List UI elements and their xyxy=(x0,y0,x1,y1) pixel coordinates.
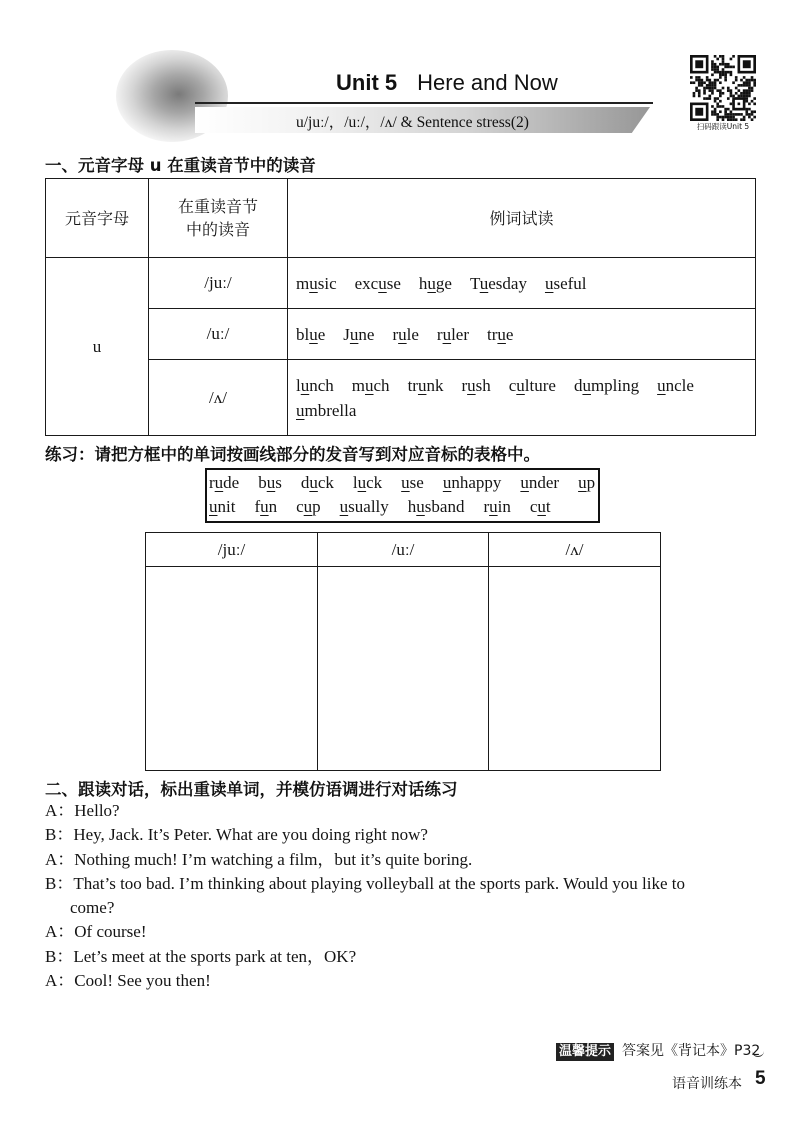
qr-module xyxy=(708,89,711,92)
qr-module xyxy=(698,92,701,95)
qr-module xyxy=(722,55,725,58)
qr-module xyxy=(730,92,733,95)
unit-title xyxy=(336,70,558,96)
qr-module xyxy=(743,95,746,98)
word: music xyxy=(296,273,337,293)
qr-module xyxy=(727,66,730,69)
decorative-swoosh xyxy=(752,1050,764,1057)
dialogue-text: come? xyxy=(70,898,115,918)
word: bus xyxy=(258,473,282,492)
example-word-list xyxy=(296,272,729,295)
speaker: A： xyxy=(45,801,75,820)
qr-module xyxy=(751,89,754,92)
qr-module xyxy=(730,89,733,92)
word: fun xyxy=(254,497,278,516)
header-stressed-sound xyxy=(149,179,288,258)
qr-module xyxy=(748,116,751,119)
qr-module xyxy=(732,55,735,58)
word: husband xyxy=(407,497,465,516)
qr-module xyxy=(706,97,709,100)
qr-module xyxy=(748,79,751,82)
qr-module xyxy=(745,100,748,103)
dialogue-text: Hello? xyxy=(74,801,120,820)
qr-module xyxy=(738,113,741,116)
qr-module xyxy=(724,73,727,76)
speaker: A： xyxy=(45,849,75,869)
qr-module xyxy=(722,60,725,63)
qr-module xyxy=(716,113,719,116)
qr-module xyxy=(724,66,727,69)
page-number: 5 xyxy=(755,1068,766,1089)
example-word-list xyxy=(296,323,729,346)
word: dumpling xyxy=(573,375,640,395)
qr-module xyxy=(711,60,714,63)
table-row xyxy=(46,258,756,309)
qr-module xyxy=(714,79,717,82)
qr-module xyxy=(724,113,727,116)
qr-module xyxy=(730,113,733,116)
answer-table xyxy=(145,532,661,771)
word: June xyxy=(343,324,375,344)
word: up xyxy=(578,473,596,492)
qr-module xyxy=(745,89,748,92)
examples-cell xyxy=(288,360,756,436)
answer-cell-uu xyxy=(318,567,489,771)
qr-module xyxy=(716,58,719,61)
qr-module xyxy=(727,87,730,90)
qr-module xyxy=(748,89,751,92)
qr-module xyxy=(735,113,738,116)
dialogue-text: Nothing much! I’m watching a film，but it’s quite boring. xyxy=(74,849,473,869)
qr-module xyxy=(714,68,717,71)
qr-module xyxy=(740,113,743,116)
qr-module xyxy=(722,71,725,74)
qr-module xyxy=(753,116,756,119)
qr-module xyxy=(714,84,717,87)
word: useful xyxy=(544,273,587,293)
dialogue-text: That’s too bad. I’m thinking about playing volleyball at the sports park. Would you like to xyxy=(73,873,685,893)
qr-module xyxy=(701,84,704,87)
qr-module xyxy=(722,92,725,95)
qr-module xyxy=(727,113,730,116)
qr-module xyxy=(714,108,717,111)
qr-module xyxy=(714,66,717,69)
qr-module xyxy=(714,110,717,113)
qr-module xyxy=(695,87,698,90)
qr-module xyxy=(753,103,756,106)
word: under xyxy=(520,473,560,492)
qr-module xyxy=(708,79,711,82)
qr-module xyxy=(727,108,730,111)
section-one-heading: 一、元音字母 u 在重读音节中的读音 xyxy=(45,156,316,175)
tip-badge: 温馨提示 xyxy=(556,1043,614,1061)
table-header-row xyxy=(46,179,756,258)
qr-module xyxy=(698,81,701,84)
word: huge xyxy=(418,273,452,293)
answer-header-uu: /uː/ xyxy=(318,533,489,567)
qr-module xyxy=(743,116,746,119)
word: ruler xyxy=(436,324,470,344)
table-row xyxy=(46,360,756,436)
word: duck xyxy=(300,473,334,492)
exercise-instruction: 练习：请把方框中的单词按画线部分的发音写到对应音标的表格中。 xyxy=(45,445,540,464)
qr-module xyxy=(738,103,741,106)
example-word-list xyxy=(296,374,729,422)
qr-module xyxy=(695,108,703,116)
qr-module xyxy=(706,79,709,82)
qr-module xyxy=(708,81,711,84)
header-stressed-sound-line: 中的读音 xyxy=(185,220,250,239)
word-box-line xyxy=(209,495,595,519)
unit-name: Here and Now xyxy=(417,70,558,95)
qr-module xyxy=(711,92,714,95)
qr-module xyxy=(722,73,725,76)
qr-module xyxy=(740,95,743,98)
word: umbrella xyxy=(296,400,357,420)
qr-module xyxy=(724,63,727,66)
qr-module xyxy=(695,76,698,79)
qr-module xyxy=(753,84,756,87)
qr-module xyxy=(743,81,746,84)
qr-module xyxy=(748,81,751,84)
qr-module xyxy=(751,76,754,79)
qr-module xyxy=(714,113,717,116)
qr-module xyxy=(743,92,746,95)
dialogue-text: Cool! See you then! xyxy=(74,971,211,991)
qr-module xyxy=(740,79,743,82)
header-stressed-sound-line: 在重读音节 xyxy=(177,197,258,216)
qr-code xyxy=(690,55,756,121)
speaker: B： xyxy=(45,873,74,893)
qr-module xyxy=(745,108,748,111)
examples-cell xyxy=(288,258,756,309)
word: ruin xyxy=(483,497,511,516)
word: Tuesday xyxy=(469,273,527,293)
dialogue-line xyxy=(45,848,785,872)
qr-module xyxy=(706,76,709,79)
qr-module xyxy=(730,110,733,113)
qr-module xyxy=(751,110,754,113)
word: unit xyxy=(209,497,236,516)
answer-body-row xyxy=(146,567,661,771)
answer-header-row xyxy=(146,533,661,567)
dialogue-line xyxy=(45,945,785,969)
qr-module xyxy=(708,95,711,98)
qr-module xyxy=(711,84,714,87)
qr-module xyxy=(745,79,748,82)
qr-module xyxy=(716,89,719,92)
qr-module xyxy=(724,116,727,119)
qr-module xyxy=(703,92,706,95)
qr-module xyxy=(706,84,709,87)
header-example-words: 例词试读 xyxy=(288,179,756,258)
qr-module xyxy=(724,108,727,111)
speaker: A： xyxy=(45,922,75,942)
dialogue-line xyxy=(45,920,785,944)
qr-module xyxy=(714,81,717,84)
qr-module xyxy=(722,68,725,71)
sound-cell: /uː/ xyxy=(149,309,288,360)
word: rude xyxy=(209,473,240,492)
qr-module xyxy=(719,55,722,58)
qr-module xyxy=(719,105,722,108)
qr-module xyxy=(748,92,751,95)
word: unhappy xyxy=(442,473,502,492)
word: trunk xyxy=(407,375,444,395)
qr-module xyxy=(711,113,714,116)
qr-module xyxy=(735,79,738,82)
qr-module xyxy=(698,84,701,87)
qr-module xyxy=(722,105,725,108)
qr-module xyxy=(732,95,735,98)
word: luck xyxy=(352,473,383,492)
speaker: B： xyxy=(45,825,74,845)
qr-module xyxy=(743,76,746,79)
qr-module xyxy=(695,60,703,68)
book-name: 语音训练本 xyxy=(672,1076,742,1092)
word: cup xyxy=(296,497,321,516)
qr-module xyxy=(719,92,722,95)
qr-module xyxy=(701,81,704,84)
qr-module xyxy=(730,116,733,119)
qr-module xyxy=(722,87,725,90)
unit-label: Unit 5 xyxy=(336,70,398,95)
answer-header-juu: /juː/ xyxy=(146,533,318,567)
qr-module xyxy=(698,79,701,82)
qr-module xyxy=(716,71,719,74)
word: excuse xyxy=(354,273,401,293)
qr-module xyxy=(706,87,709,90)
qr-module xyxy=(711,87,714,90)
qr-module xyxy=(745,110,748,113)
answer-cell-juu xyxy=(146,567,318,771)
answer-header-schwa: /ʌ/ xyxy=(489,533,661,567)
word: blue xyxy=(296,324,326,344)
qr-module xyxy=(716,116,719,119)
qr-module xyxy=(748,113,751,116)
qr-module xyxy=(745,81,748,84)
qr-module xyxy=(698,95,701,98)
qr-module xyxy=(714,97,717,100)
qr-module xyxy=(711,63,714,66)
qr-module xyxy=(690,76,693,79)
qr-module xyxy=(703,87,706,90)
qr-module xyxy=(719,116,722,119)
qr-module xyxy=(711,66,714,69)
word-box xyxy=(205,468,600,523)
qr-module xyxy=(719,95,722,98)
qr-module xyxy=(730,103,733,106)
qr-module xyxy=(719,71,722,74)
qr-module xyxy=(719,100,722,103)
qr-module xyxy=(724,76,727,79)
word: use xyxy=(401,473,424,492)
qr-module xyxy=(740,92,743,95)
qr-module xyxy=(719,110,722,113)
qr-module xyxy=(727,89,730,92)
qr-module xyxy=(751,100,754,103)
answer-note: 答案见《背记本》P32 xyxy=(622,1043,761,1059)
qr-module xyxy=(745,84,748,87)
qr-module xyxy=(727,71,730,74)
qr-module xyxy=(714,63,717,66)
qr-module xyxy=(716,79,719,82)
speaker: B： xyxy=(45,946,74,966)
qr-module xyxy=(716,68,719,71)
word: rule xyxy=(392,324,419,344)
dialogue-text: Of course! xyxy=(74,922,147,942)
qr-module xyxy=(748,84,751,87)
qr-module xyxy=(748,103,751,106)
qr-module xyxy=(708,84,711,87)
qr-module xyxy=(711,89,714,92)
qr-module xyxy=(727,97,730,100)
vowel-letter-cell: u xyxy=(46,258,149,436)
qr-module xyxy=(727,116,730,119)
qr-module xyxy=(732,66,735,69)
qr-module xyxy=(732,81,735,84)
qr-module xyxy=(745,95,748,98)
section-two-heading: 二、跟读对话，标出重读单词，并模仿语调进行对话练习 xyxy=(45,780,458,799)
qr-module xyxy=(711,81,714,84)
qr-module xyxy=(719,76,722,79)
qr-module xyxy=(708,97,711,100)
qr-module xyxy=(732,113,735,116)
qr-module xyxy=(748,108,751,111)
dialogue-line xyxy=(45,872,785,896)
qr-caption: 扫码跟读Unit 5 xyxy=(696,122,750,131)
answer-cell-schwa xyxy=(489,567,661,771)
qr-module xyxy=(703,81,706,84)
dialogue-line xyxy=(45,799,785,823)
qr-module xyxy=(693,81,696,84)
qr-module xyxy=(695,79,698,82)
qr-module xyxy=(732,116,735,119)
vowel-sound-table xyxy=(45,178,756,436)
qr-module xyxy=(698,76,701,79)
qr-module xyxy=(711,105,714,108)
sound-cell: /juː/ xyxy=(149,258,288,309)
title-rule xyxy=(195,102,653,104)
qr-module xyxy=(743,84,746,87)
word: cut xyxy=(529,497,551,516)
qr-module xyxy=(711,73,714,76)
qr-module xyxy=(703,97,706,100)
qr-module xyxy=(711,68,714,71)
dialogue-line-continuation xyxy=(45,896,785,920)
qr-module xyxy=(745,97,748,100)
qr-module xyxy=(753,81,756,84)
qr-module xyxy=(719,63,722,66)
header-vowel-letter: 元音字母 xyxy=(46,179,149,258)
qr-module xyxy=(719,73,722,76)
qr-module xyxy=(738,95,741,98)
qr-module xyxy=(714,71,717,74)
dialogue-line xyxy=(45,969,785,993)
qr-module xyxy=(693,92,696,95)
qr-module xyxy=(724,79,727,82)
qr-module xyxy=(748,87,751,90)
qr-module xyxy=(701,79,704,82)
qr-module xyxy=(722,116,725,119)
qr-module xyxy=(738,89,741,92)
qr-module xyxy=(751,79,754,82)
speaker: A： xyxy=(45,971,75,991)
qr-module xyxy=(727,63,730,66)
qr-module xyxy=(698,89,701,92)
qr-module xyxy=(735,76,738,79)
word: usually xyxy=(339,497,389,516)
word: culture xyxy=(508,375,556,395)
table-row xyxy=(46,309,756,360)
qr-module xyxy=(730,66,733,69)
qr-module xyxy=(716,103,719,106)
qr-module xyxy=(714,100,717,103)
qr-module xyxy=(708,87,711,90)
qr-module xyxy=(693,95,696,98)
qr-module xyxy=(724,110,727,113)
qr-module xyxy=(714,55,717,58)
qr-module xyxy=(743,60,751,68)
qr-module xyxy=(730,95,733,98)
qr-module xyxy=(695,89,698,92)
word: lunch xyxy=(296,375,334,395)
lesson-subtitle: u/juː/，/uː/，/ʌ/ & Sentence stress(2) xyxy=(296,114,529,131)
qr-module xyxy=(748,95,751,98)
qr-module xyxy=(743,89,746,92)
qr-module xyxy=(753,97,756,100)
sound-cell: /ʌ/ xyxy=(149,360,288,436)
qr-module xyxy=(751,113,754,116)
word-box-line xyxy=(209,471,595,495)
qr-module xyxy=(738,84,741,87)
qr-module xyxy=(716,105,719,108)
examples-cell xyxy=(288,309,756,360)
qr-module xyxy=(740,84,743,87)
qr-module xyxy=(730,71,733,74)
word: much xyxy=(351,375,390,395)
qr-module xyxy=(722,58,725,61)
qr-module xyxy=(753,79,756,82)
qr-module xyxy=(730,58,733,61)
word: true xyxy=(487,324,514,344)
qr-module xyxy=(722,63,725,66)
word: uncle xyxy=(657,375,694,395)
qr-module xyxy=(724,71,727,74)
qr-module xyxy=(711,110,714,113)
qr-module xyxy=(730,73,733,76)
dialogue-text: Let’s meet at the sports park at ten，OK? xyxy=(73,946,357,966)
dialogue-text: Hey, Jack. It’s Peter. What are you doing right now? xyxy=(73,825,428,845)
qr-module xyxy=(716,97,719,100)
word: rush xyxy=(461,375,491,395)
qr-module xyxy=(703,89,706,92)
qr-module xyxy=(719,89,722,92)
qr-module xyxy=(690,81,693,84)
qr-module xyxy=(753,110,756,113)
qr-module xyxy=(745,92,748,95)
qr-module xyxy=(745,113,748,116)
qr-module xyxy=(751,87,754,90)
dialogue-line xyxy=(45,823,785,847)
qr-module xyxy=(735,92,738,95)
dialogue xyxy=(45,799,785,993)
qr-module xyxy=(719,81,722,84)
qr-module xyxy=(716,66,719,69)
qr-module xyxy=(735,87,738,90)
qr-module xyxy=(714,87,717,90)
